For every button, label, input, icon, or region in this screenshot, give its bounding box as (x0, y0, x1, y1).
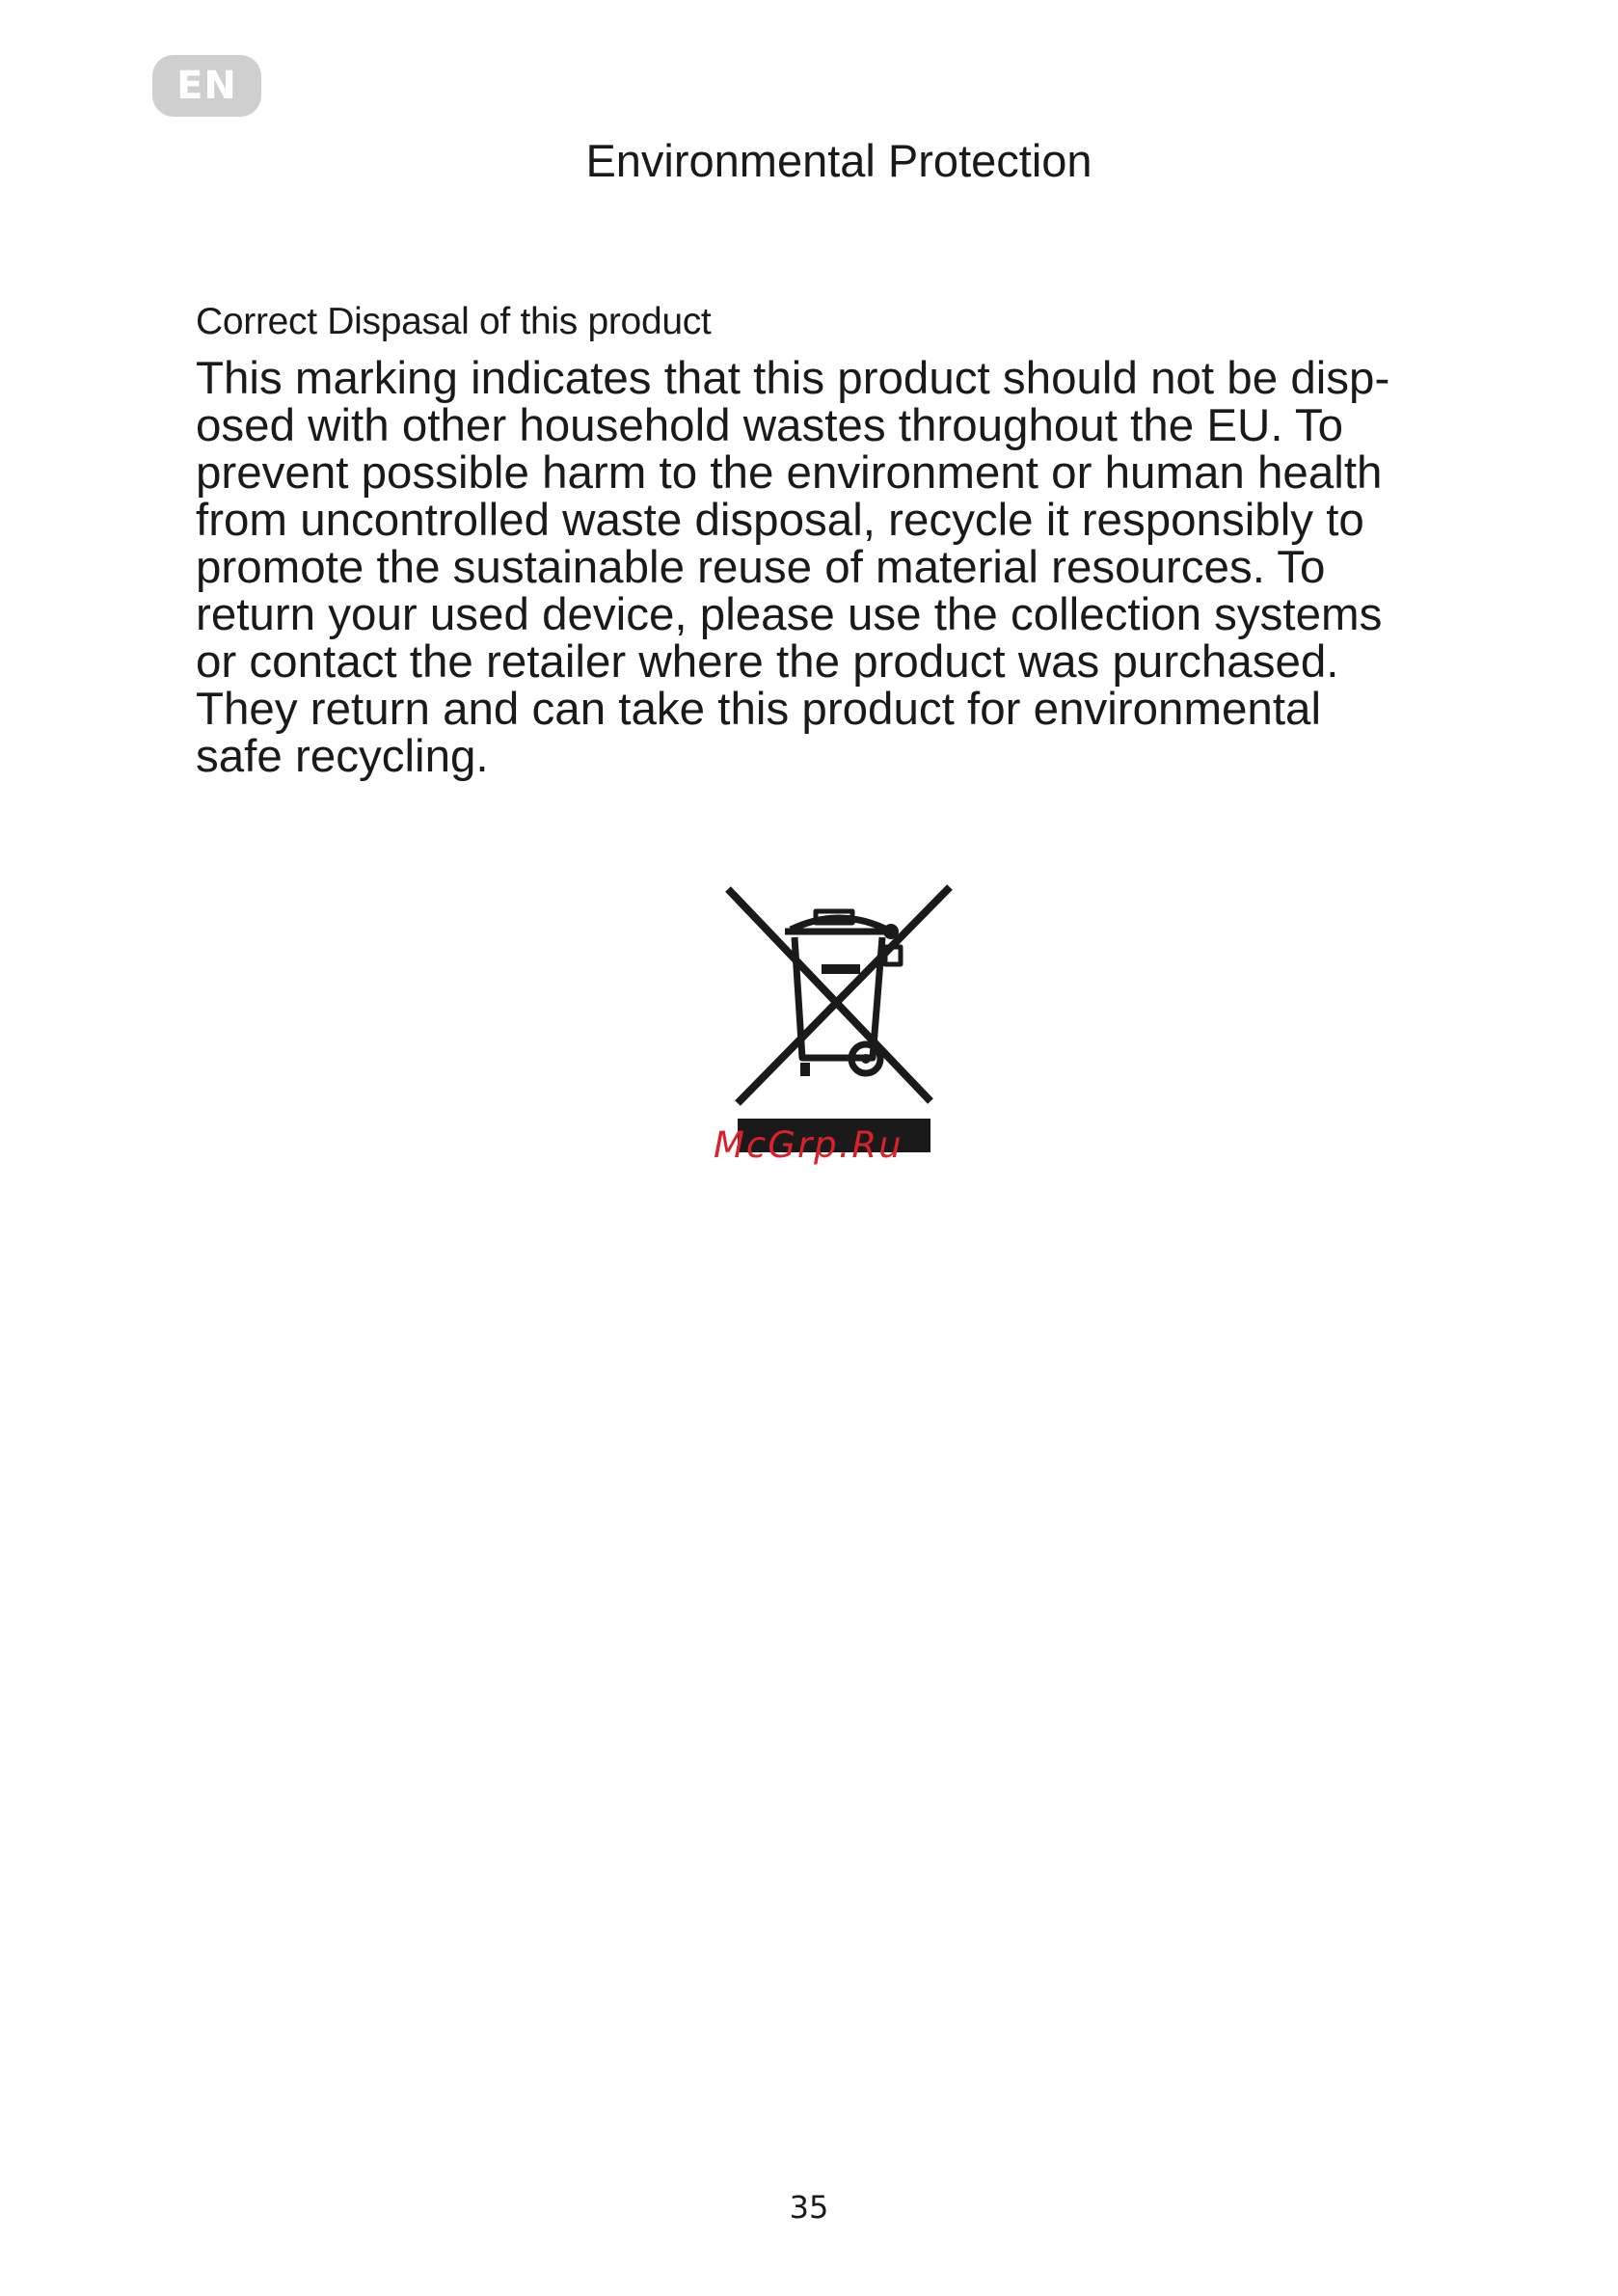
section-heading: Correct Dispasal of this product (196, 301, 712, 342)
page-title: Environmental Protection (585, 135, 1092, 186)
section-body: This marking indicates that this product should not be disp- osed with other household wastes throughout the EU. To prevent possible harm to the environment or human health from uncontrolled waste disposal, recycle it responsibly to promote the sustainable reuse of material resources. To return your used device, please use the collection systems or contact the retailer where the product was purchased. They return and can take this product for environmental safe recycling. (196, 353, 1390, 782)
language-badge: EN (152, 55, 261, 117)
watermark: McGrp.Ru (714, 1124, 903, 1166)
disposal-section (196, 299, 1478, 780)
page-number: 35 (789, 2189, 829, 2226)
